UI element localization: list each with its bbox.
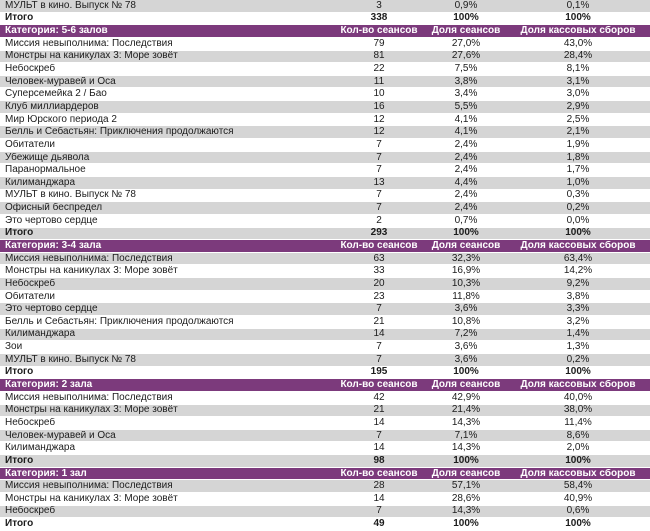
movie-title-cell: Миссия невыполнима: Последствия: [5, 38, 173, 49]
boxoffice-share-cell: 2,0%: [566, 443, 590, 454]
boxoffice-share-cell: 0,6%: [566, 506, 590, 517]
boxoffice-share-cell: 8,6%: [566, 430, 590, 441]
movie-row: [0, 177, 650, 190]
boxoffice-share-cell: 1,3%: [566, 342, 590, 353]
sessions-count-cell: 7: [376, 342, 382, 353]
column-header-sessions-share: Доля сеансов: [431, 240, 501, 251]
sessions-count-cell: 79: [373, 38, 385, 49]
section-header-row: [0, 240, 650, 253]
movie-row: [0, 88, 650, 101]
sessions-share-cell: 11,8%: [452, 291, 480, 302]
movie-title-cell: Килиманджара: [5, 329, 75, 340]
movie-row: [0, 190, 650, 203]
total-label: Итого: [5, 367, 34, 378]
total-label: Итого: [5, 13, 34, 24]
movie-title-cell: МУЛЬТ в кино. Выпуск № 78: [5, 0, 136, 11]
movie-row: [0, 278, 650, 291]
total-row: [0, 518, 650, 531]
total-row: [0, 13, 650, 26]
total-label: Итого: [5, 228, 34, 239]
movie-title-cell: Белль и Себастьян: Приключения продолжаются: [5, 316, 234, 327]
sessions-count-cell: 16: [373, 101, 385, 112]
movie-row: [0, 152, 650, 165]
sessions-share-cell: 100%: [453, 455, 479, 466]
movie-row: [0, 291, 650, 304]
sessions-share-cell: 27,6%: [451, 51, 481, 62]
sessions-count-cell: 22: [373, 64, 385, 75]
movie-title-cell: Это чертово сердце: [5, 304, 98, 315]
sessions-count-cell: 14: [373, 417, 385, 428]
movie-title-cell: Это чертово сердце: [5, 215, 98, 226]
sessions-count-cell: 14: [373, 443, 385, 454]
sessions-count-cell: 11: [373, 76, 385, 87]
movie-title-cell: Монстры на каникулах 3: Море зовёт: [5, 493, 178, 504]
sessions-share-cell: 27,0%: [451, 38, 481, 49]
movie-title-cell: МУЛЬТ в кино. Выпуск № 78: [5, 354, 136, 365]
boxoffice-share-cell: 3,0%: [566, 89, 590, 100]
boxoffice-share-cell: 100%: [565, 455, 591, 466]
movie-row: [0, 114, 650, 127]
boxoffice-share-cell: 0,2%: [566, 203, 590, 214]
boxoffice-share-cell: 14,2%: [563, 266, 593, 277]
boxoffice-share-cell: 43,0%: [563, 38, 593, 49]
boxoffice-share-cell: 63,4%: [563, 253, 593, 264]
sessions-share-cell: 2,4%: [454, 203, 478, 214]
sessions-share-cell: 7,2%: [454, 329, 478, 340]
total-row: [0, 228, 650, 241]
boxoffice-share-cell: 8,1%: [566, 64, 590, 75]
boxoffice-share-cell: 100%: [565, 228, 591, 239]
sessions-count-cell: 2: [376, 215, 382, 226]
sessions-share-cell: 100%: [453, 367, 479, 378]
sessions-count-cell: 10: [373, 89, 385, 100]
movie-row: [0, 126, 650, 139]
section-header-row: [0, 25, 650, 38]
sessions-count-cell: 81: [373, 51, 385, 62]
sessions-share-cell: 0,9%: [454, 0, 478, 11]
movie-row: [0, 392, 650, 405]
sessions-count-cell: 7: [376, 190, 382, 201]
sessions-share-cell: 4,1%: [454, 114, 478, 125]
section-category-label: Категория: 2 зала: [5, 380, 93, 391]
movie-row: [0, 0, 650, 13]
column-header-sessions-share: Доля сеансов: [431, 468, 501, 479]
movie-title-cell: Небоскреб: [5, 417, 56, 428]
movie-title-cell: Убежище дьявола: [5, 152, 90, 163]
sessions-count-cell: 195: [370, 367, 388, 378]
movie-row: [0, 63, 650, 76]
boxoffice-share-cell: 3,8%: [566, 291, 590, 302]
movie-title-cell: Монстры на каникулах 3: Море зовёт: [5, 405, 178, 416]
movie-row: [0, 303, 650, 316]
movie-title-cell: Паранормальное: [5, 165, 86, 176]
movie-row: [0, 329, 650, 342]
boxoffice-share-cell: 3,3%: [566, 304, 590, 315]
sessions-share-cell: 14,3%: [451, 417, 481, 428]
sessions-count-cell: 33: [373, 266, 385, 277]
movie-title-cell: Монстры на каникулах 3: Море зовёт: [5, 51, 178, 62]
boxoffice-share-cell: 38,0%: [563, 405, 593, 416]
movie-title-cell: Человек-муравей и Оса: [5, 430, 116, 441]
sessions-share-cell: 7,5%: [454, 64, 478, 75]
movie-row: [0, 139, 650, 152]
sessions-count-cell: 14: [373, 329, 385, 340]
movie-row: [0, 253, 650, 266]
sessions-share-cell: 14,3%: [451, 443, 481, 454]
boxoffice-share-cell: 58,4%: [563, 481, 593, 492]
column-header-sessions-share: Доля сеансов: [431, 26, 501, 37]
section-category-label: Категория: 1 зал: [5, 468, 87, 479]
movie-title-cell: Офисный беспредел: [5, 203, 103, 214]
movie-title-cell: Человек-муравей и Оса: [5, 76, 116, 87]
column-header-boxoffice-share: Доля кассовых сборов: [520, 380, 636, 391]
sessions-share-cell: 3,4%: [454, 89, 478, 100]
sessions-count-cell: 23: [373, 291, 385, 302]
movie-title-cell: Белль и Себастьян: Приключения продолжаются: [5, 127, 234, 138]
boxoffice-share-cell: 40,0%: [563, 392, 593, 403]
movie-row: [0, 51, 650, 64]
column-header-boxoffice-share: Доля кассовых сборов: [520, 240, 636, 251]
movie-row: [0, 164, 650, 177]
sessions-share-cell: 2,4%: [454, 152, 478, 163]
sessions-share-cell: 28,6%: [451, 493, 481, 504]
sessions-share-cell: 2,4%: [454, 165, 478, 176]
sessions-share-cell: 4,4%: [454, 177, 478, 188]
boxoffice-share-cell: 9,2%: [566, 278, 590, 289]
movie-title-cell: Килиманджара: [5, 443, 75, 454]
total-row: [0, 455, 650, 468]
sessions-count-cell: 3: [376, 0, 382, 11]
movie-row: [0, 202, 650, 215]
column-header-sessions-count: Кол-во сеансов: [340, 26, 418, 37]
boxoffice-share-cell: 0,2%: [566, 354, 590, 365]
sessions-share-cell: 2,4%: [454, 190, 478, 201]
sessions-share-cell: 21,4%: [451, 405, 481, 416]
column-header-sessions-count: Кол-во сеансов: [340, 468, 418, 479]
sessions-share-cell: 5,5%: [454, 101, 478, 112]
movie-row: [0, 417, 650, 430]
movie-title-cell: Небоскреб: [5, 506, 56, 517]
sessions-share-cell: 10,3%: [451, 278, 481, 289]
movie-title-cell: Зои: [5, 342, 23, 353]
boxoffice-share-cell: 0,3%: [566, 190, 590, 201]
movie-row: [0, 442, 650, 455]
movie-title-cell: Мир Юрского периода 2: [5, 114, 117, 125]
boxoffice-share-cell: 3,2%: [566, 316, 590, 327]
sessions-count-cell: 63: [373, 253, 385, 264]
boxoffice-share-cell: 11,4%: [564, 417, 592, 428]
movie-title-cell: Обитатели: [5, 291, 56, 302]
sessions-share-cell: 10,8%: [451, 316, 481, 327]
sessions-count-cell: 7: [376, 203, 382, 214]
section-category-label: Категория: 3-4 зала: [5, 240, 102, 251]
boxoffice-share-cell: 1,9%: [566, 139, 590, 150]
sessions-count-cell: 49: [373, 519, 385, 530]
movie-row: [0, 341, 650, 354]
section-category-label: Категория: 5-6 залов: [5, 26, 108, 37]
movie-row: [0, 215, 650, 228]
movie-title-cell: Обитатели: [5, 139, 56, 150]
boxoffice-share-cell: 100%: [565, 519, 591, 530]
sessions-count-cell: 7: [376, 430, 382, 441]
movie-row: [0, 430, 650, 443]
column-header-sessions-count: Кол-во сеансов: [340, 240, 418, 251]
total-label: Итого: [5, 519, 34, 530]
movie-row: [0, 76, 650, 89]
sessions-share-cell: 100%: [453, 519, 479, 530]
movie-row: [0, 354, 650, 367]
sessions-share-cell: 3,6%: [454, 304, 478, 315]
boxoffice-share-cell: 3,1%: [566, 76, 590, 87]
sessions-share-cell: 100%: [453, 13, 479, 24]
sessions-share-cell: 3,6%: [454, 342, 478, 353]
sessions-count-cell: 42: [373, 392, 385, 403]
movie-title-cell: Килиманджара: [5, 177, 75, 188]
sessions-share-cell: 7,1%: [454, 430, 478, 441]
boxoffice-share-cell: 2,5%: [566, 114, 590, 125]
sessions-share-cell: 100%: [453, 228, 479, 239]
movie-row: [0, 493, 650, 506]
movie-title-cell: Небоскреб: [5, 278, 56, 289]
sessions-count-cell: 7: [376, 304, 382, 315]
sessions-count-cell: 7: [376, 165, 382, 176]
movie-title-cell: Клуб миллиардеров: [5, 101, 99, 112]
boxoffice-share-cell: 100%: [565, 367, 591, 378]
movie-title-cell: Миссия невыполнима: Последствия: [5, 392, 173, 403]
sessions-count-cell: 98: [373, 455, 385, 466]
movie-row: [0, 38, 650, 51]
sessions-share-cell: 57,1%: [451, 481, 481, 492]
movie-title-cell: Суперсемейка 2 / Бао: [5, 89, 107, 100]
movie-title-cell: Миссия невыполнима: Последствия: [5, 481, 173, 492]
section-header-row: [0, 468, 650, 481]
movie-title-cell: Небоскреб: [5, 64, 56, 75]
boxoffice-share-cell: 100%: [565, 13, 591, 24]
movie-title-cell: МУЛЬТ в кино. Выпуск № 78: [5, 190, 136, 201]
total-row: [0, 367, 650, 380]
column-header-sessions-share: Доля сеансов: [431, 380, 501, 391]
sessions-count-cell: 28: [373, 481, 385, 492]
movie-title-cell: Миссия невыполнима: Последствия: [5, 253, 173, 264]
movie-row: [0, 405, 650, 418]
column-header-boxoffice-share: Доля кассовых сборов: [520, 26, 636, 37]
boxoffice-share-cell: 40,9%: [563, 493, 593, 504]
total-label: Итого: [5, 455, 34, 466]
movie-row: [0, 101, 650, 114]
sessions-share-cell: 14,3%: [451, 506, 481, 517]
movie-title-cell: Монстры на каникулах 3: Море зовёт: [5, 266, 178, 277]
boxoffice-share-cell: 1,7%: [566, 165, 590, 176]
sessions-share-cell: 16,9%: [451, 266, 481, 277]
sessions-count-cell: 7: [376, 139, 382, 150]
sessions-share-cell: 32,3%: [451, 253, 481, 264]
sessions-count-cell: 12: [373, 114, 385, 125]
sessions-share-cell: 4,1%: [454, 127, 478, 138]
boxoffice-share-cell: 1,8%: [566, 152, 590, 163]
sessions-count-cell: 13: [373, 177, 385, 188]
sessions-count-cell: 21: [373, 316, 385, 327]
sessions-share-cell: 3,6%: [454, 354, 478, 365]
sessions-count-cell: 14: [373, 493, 385, 504]
movie-row: [0, 265, 650, 278]
movie-row: [0, 316, 650, 329]
section-header-row: [0, 379, 650, 392]
sessions-count-cell: 338: [370, 13, 388, 24]
sessions-count-cell: 293: [370, 228, 388, 239]
boxoffice-share-cell: 2,1%: [566, 127, 590, 138]
sessions-share-cell: 42,9%: [451, 392, 481, 403]
boxoffice-share-cell: 0,0%: [566, 215, 590, 226]
sessions-share-cell: 2,4%: [454, 139, 478, 150]
sessions-count-cell: 12: [373, 127, 385, 138]
column-header-boxoffice-share: Доля кассовых сборов: [520, 468, 636, 479]
boxoffice-share-cell: 1,0%: [566, 177, 590, 188]
boxoffice-share-cell: 0,1%: [566, 0, 590, 11]
movie-row: [0, 506, 650, 519]
sessions-count-cell: 21: [373, 405, 385, 416]
sessions-share-cell: 3,8%: [454, 76, 478, 87]
boxoffice-share-cell: 1,4%: [566, 329, 590, 340]
movie-row: [0, 480, 650, 493]
sessions-count-cell: 7: [376, 152, 382, 163]
boxoffice-share-cell: 28,4%: [563, 51, 593, 62]
column-header-sessions-count: Кол-во сеансов: [340, 380, 418, 391]
sessions-count-cell: 7: [376, 506, 382, 517]
sessions-count-cell: 20: [373, 278, 385, 289]
boxoffice-share-cell: 2,9%: [566, 101, 590, 112]
sessions-share-cell: 0,7%: [454, 215, 478, 226]
sessions-count-cell: 7: [376, 354, 382, 365]
